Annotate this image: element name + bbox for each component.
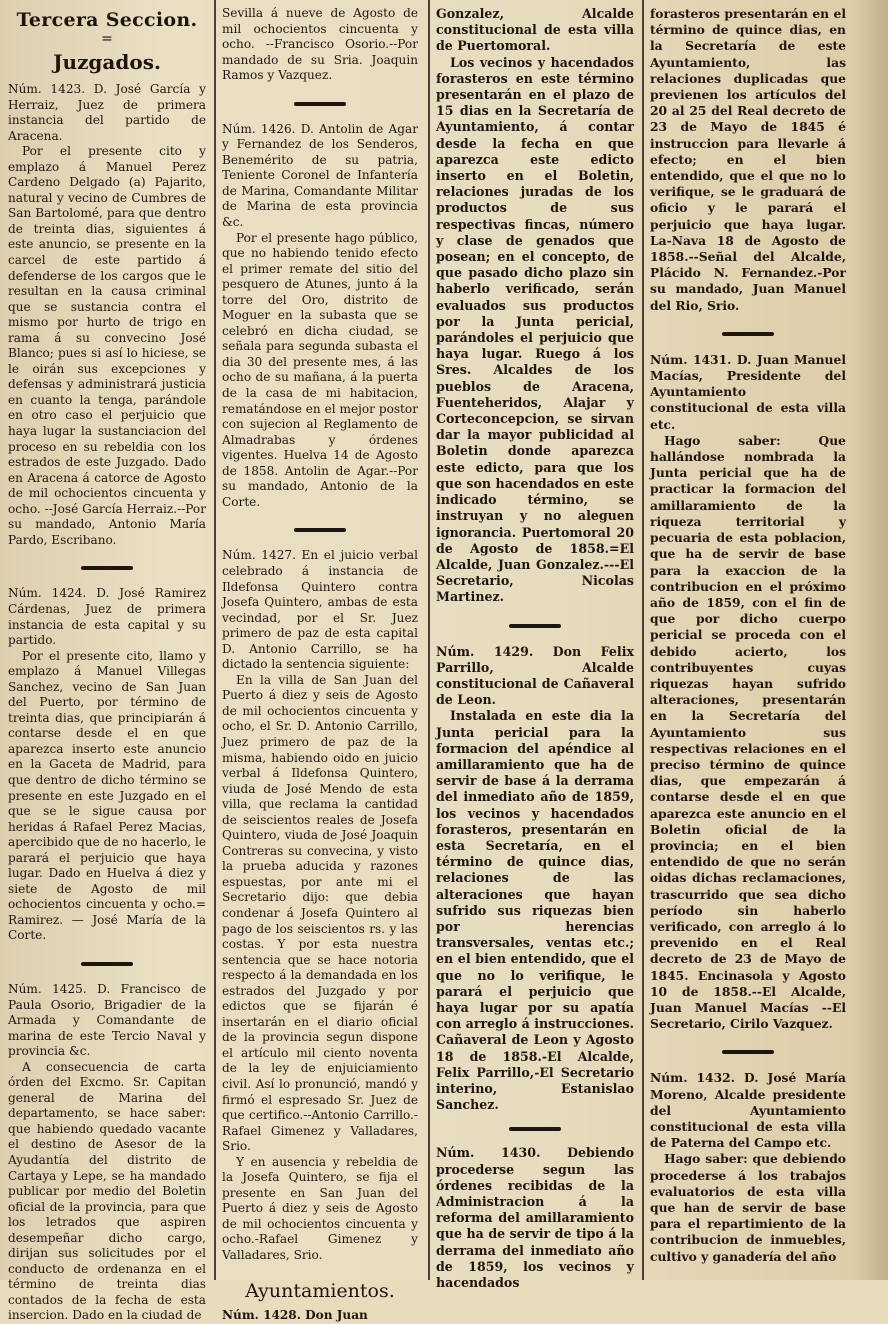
ornament-divider xyxy=(294,102,346,106)
notice-1425-body: A consecuencia de carta órden del Excmo. Sr. Capitan general de Marina del departamento, se hace saber: que habiendo quedado vacante el destino de Asesor de la Ayudantía del distrito de Cartaya y Lepe, se ha mandado publicar por medio del Boletin oficial de la provincia, para que los letrados que aspiren desempeñar dicho cargo, dirijan sus solicitudes por el conducto de ordenanza en el término de treinta dias contados de la fecha de esta insercion. Dado en la ciudad de xyxy=(8,1059,206,1323)
notice-1424-body: Por el presente cito, llamo y emplazo á Manuel Villegas Sanchez, vecino de San Juan del Puerto, por término de treinta dias, que principiarán á contarse desde el en que aparezca inserto este anuncio en la Gaceta de Madrid, para que dentro de dicho término se presente en este Juzgado en el que se le sigue causa por heridas á Rafael Perez Macias, apercibido que de no hacerlo, le parará el perjuicio que haya lugar. Dado en Huelva á diez y siete de Agosto de mil ochocientos cincuenta y ocho.= Ramirez. — José María de la Corte. xyxy=(8,648,206,943)
column-rule xyxy=(428,0,430,1280)
notice-1427-body-2: Y en ausencia y rebeldia de la Josefa Quintero, se fija el presente en San Juan del Puerto á diez y seis de Agosto de mil ochocientos cincuenta y ocho.-Rafael Gimenez y Valladares, Srio. xyxy=(222,1154,418,1263)
heading-ayuntamientos: Ayuntamientos. xyxy=(245,1279,395,1302)
notice-1432-body: Hago saber: que debiendo procederse á los trabajos evaluatorios de esta villa que han de servir de base para el repartimiento de la contribucion de inmuebles, cultivo y ganadería del año xyxy=(650,1151,846,1264)
notice-1423-header: Núm. 1423. D. José García y Herraiz, Juez de primera instancia del partido de Aracena. xyxy=(8,82,206,143)
notice-1431-body: Hago saber: Que hallándose nombrada la Junta pericial que ha de practicar la formacion del amillaramiento de la riqueza territorial y pecuaria de esta poblacion, que ha de servir de base para la exaccion de la contribucion en el próximo año de 1859, con el fin de que por dicho cuerpo pericial se proceda con el debido acierto, los contribuyentes cuyas riquezas hayan sufrido alteraciones, presentarán en la Secretaría del Ayuntamiento sus respectivas relaciones en el preciso término de quince dias, que empezarán á contarse desde el en que aparezca este anuncio en el Boletin oficial de la provincia; en el bien entendido de que no serán oidas dichas reclamaciones, trascurrido que sea dicho período sin haberlo verificado, con arreglo á lo prevenido en el Real decreto de 23 de Mayo de 1845. Encinasola y Agosto 10 de 1858.--El Alcalde, Juan Manuel Macías --El Secretario, Cirilo Vazquez. xyxy=(650,432,846,1032)
notice-1428-header: Núm. 1428. Don Juan xyxy=(222,1307,368,1322)
ornament-divider xyxy=(294,528,346,532)
notice-1426-body: Por el presente hago público, que no habiendo tenido efecto el primer remate del sitio del pesquero de Atunes, junto á la torre del Oro, distrito de Moguer en la subasta que se celebró en dicha ciudad, se señala para segunda subasta el dia 30 del presente mes, á las ocho de su mañana, á la puerta de la casa de mi habitacion, rematándose en el mejor postor con sujecion al Reglamento de Almadrabas y órdenes vigentes. Huelva 14 de Agosto de 1858. Antolin de Agar.--Por su mandado, Antonio de la Corte. xyxy=(222,230,418,509)
ornament-divider xyxy=(81,566,133,570)
notice-1430-continued: forasteros presentarán en el término de quince dias, en la Secretaría de este Ayuntamiento, las relaciones duplicadas que previenen los artículos del 20 al 25 del Real decreto de 23 de Mayo de 1845 é instruccion para llevarle á efecto; en el bien entendido, que el que no lo verifique, se le graduará de oficio y le parará el perjuicio que haya lugar. La-Nava 18 de Agosto de 1858.--Señal del Alcalde, Plácido N. Fernandez.-Por su mandado, Juan Manuel del Rio, Srio. xyxy=(650,6,846,313)
section-title: Tercera Seccion. xyxy=(16,9,198,31)
column-2 xyxy=(222,6,418,1322)
notice-1431-header: Núm. 1431. D. Juan Manuel Macías, Presidente del Ayuntamiento constitucional de esta villa etc. xyxy=(650,351,846,432)
notice-1425-continued: Sevilla á nueve de Agosto de mil ochocientos cincuenta y ocho. --Francisco Osorio.--Por mandado de su Sria. Joaquin Ramos y Vazquez. xyxy=(222,6,418,83)
ornament-divider xyxy=(722,332,774,336)
ornament-divider xyxy=(509,1127,561,1131)
notice-1429-body: Instalada en este dia la Junta pericial para la formacion del apéndice al amillaramiento que ha de servir de base á la derrama del inmediato año de 1859, los vecinos y hacendados forasteros, presentarán en esta Secretaría, en el término de quince dias, relaciones de las alteraciones que hayan sufrido sus riquezas bien por herencias transversales, ventas etc.; en el bien entendido, que el que no lo verifique, le parará el perjuicio que haya lugar por su apatía con arreglo á instrucciones. Cañaveral de Leon y Agosto 18 de 1858.-El Alcalde, Felix Parrillo,-El Secretario interino, Estanislao Sanchez. xyxy=(436,708,634,1113)
notice-1427-body: En la villa de San Juan del Puerto á diez y seis de Agosto de mil ochocientos cincuenta y ocho, el Sr. D. Antonio Carrillo, Juez primero de paz de la misma, habiendo oido en juicio verbal á Ildefonsa Quintero, viuda de José Mendo de esta villa, que reclama la cantidad de seiscientos reales de Josefa Quintero, viuda de José Joaquin Contreras su convecina, y visto la prueba aducida y razones espuestas, por ante mi el Secretario dijo: que debia condenar á Josefa Quintero al pago de los seiscientos rs. y las costas. Y por esta nuestra sentencia que se hace notoria respecto á la demandada en los estrados del Juzgado y por edictos que se fijarán é insertarán en el diario oficial de la provincia segun dispone el artículo mil ciento noventa de la ley de enjuiciamiento civil. Así lo pronunció, mandó y firmó el espresado Sr. Juez de que certifico.--Antonio Carrillo.-Rafael Gimenez y Valladares, Srio. xyxy=(222,672,418,1154)
notice-1424-header: Núm. 1424. D. José Ramirez Cárdenas, Juez de primera instancia de esta capital y su partido. xyxy=(8,586,206,648)
page-edge-shadow xyxy=(854,0,888,1280)
notice-1429-header: Núm. 1429. Don Felix Parrillo, Alcalde constitucional de Cañaveral de Leon. xyxy=(436,643,634,708)
notice-1425-header: Núm. 1425. D. Francisco de Paula Osorio, Brigadier de la Armada y Comandante de marina de este Tercio Naval y provincia &c. xyxy=(8,981,206,1059)
section-divider: = xyxy=(101,31,113,47)
ornament-divider xyxy=(81,962,133,966)
notice-1432-header: Núm. 1432. D. José María Moreno, Alcalde presidente del Ayuntamiento constitucional de esta villa de Paterna del Campo etc. xyxy=(650,1070,846,1151)
column-rule xyxy=(214,0,216,1280)
column-1 xyxy=(8,6,206,1323)
column-3 xyxy=(436,6,634,1291)
notice-1428-continued: Gonzalez, Alcalde constitucional de esta villa de Puertomoral. xyxy=(436,6,634,54)
ornament-divider xyxy=(509,624,561,628)
notice-1423-body: Por el presente cito y emplazo á Manuel Perez Cardeno Delgado (a) Pajarito, natural y vecino de Cumbres de San Bartolomé, para que dentro de treinta dias, siguientes á este anuncio, se presente en la carcel de este partido á defenderse de los cargos que le resultan en la causa criminal que se sustancia contra el mismo por hurto de trigo en rama á su convecino José Blanco; pues si así lo hiciese, se le oirán sus excepciones y defensas y administrará justicia en cuanto la tenga, parándole en otro caso el perjuicio que haya lugar la sustanciacion del proceso en su rebeldia con los estrados de este Juzgado. Dado en Aracena á catorce de Agosto de mil ochocientos cincuenta y ocho. --José García Herraiz.--Por su mandado, Antonio María Pardo, Escribano. xyxy=(8,144,206,547)
notice-1430: Núm. 1430. Debiendo procederse segun las órdenes recibidas de la Administracion á la reforma del amillaramiento que ha de servir de tipo á la derrama del inmediato año de 1859, los vecinos y hacendados xyxy=(436,1145,634,1291)
notice-1428-body: Los vecinos y hacendados forasteros en este término presentarán en el plazo de 15 dias en la Secretaría de Ayuntamiento, á contar desde la fecha en que aparezca este edicto inserto en el Boletin, relaciones juradas de los productos de sus respectivas fincas, número y clase de genados que posean; en el concepto, de que pasado dicho plazo sin haberlo verificado, serán evaluados sus productos por la Junta pericial, parándoles el perjuicio que haya lugar. Ruego á los Sres. Alcaldes de los pueblos de Aracena, Fuenteheridos, Alajar y Corteconcepcion, se sirvan dar la mayor publicidad al Boletin donde aparezca este edicto, para que los que son hacendados en este indicado término, se instruyan y no aleguen ignorancia. Puertomoral 20 de Agosto de 1858.=El Alcalde, Juan Gonzalez.---El Secretario, Nicolas Martinez. xyxy=(436,54,634,605)
column-4 xyxy=(650,6,846,1272)
column-rule xyxy=(642,0,644,1280)
notice-1426-header: Núm. 1426. D. Antolin de Agar y Fernandez de los Senderos, Benemérito de su patria, Teniente Coronel de Infantería de Marina, Comandante Militar de Marina de esta provincia &c. xyxy=(222,121,418,230)
heading-juzgados: Juzgados. xyxy=(53,50,161,74)
ornament-divider xyxy=(722,1050,774,1054)
notice-1427-header: Núm. 1427. En el juicio verbal celebrado á instancia de Ildefonsa Quintero contra Josefa Quintero, ambas de esta vecindad, por el Sr. Juez primero de paz de esta capital D. Antonio Carrillo, se ha dictado la sentencia siguiente: xyxy=(222,548,418,672)
